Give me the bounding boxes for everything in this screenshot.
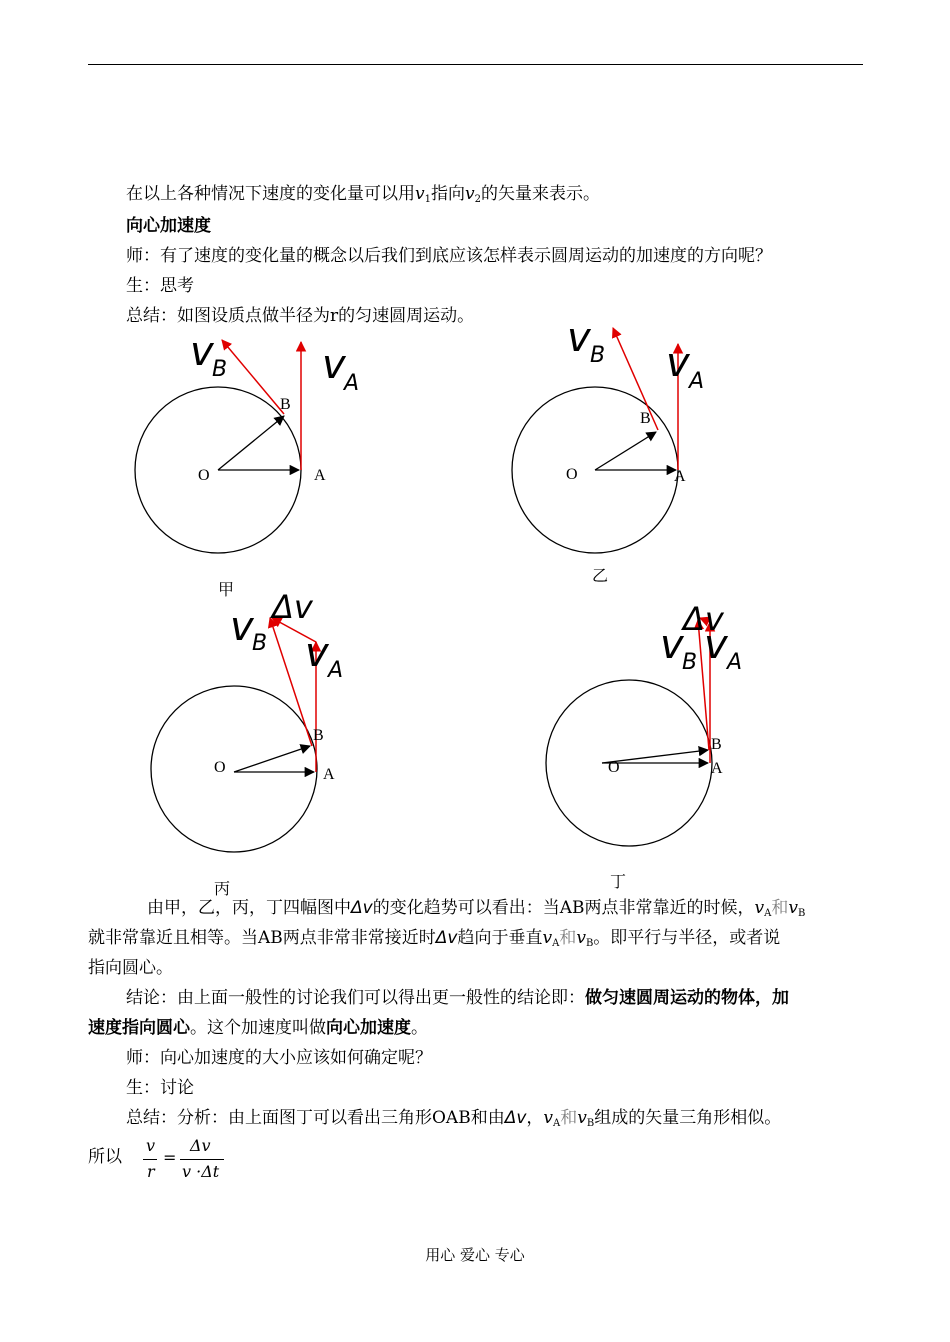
figure-jia: [135, 329, 359, 599]
vA-label-letter: v: [704, 622, 728, 668]
suoyi-label: 所以: [88, 1147, 122, 1167]
vB-label-sub: B: [212, 357, 228, 382]
conclusion-line-1: [126, 986, 789, 1010]
conclusion-bold: 速度指向圆心: [88, 1018, 190, 1038]
text-segment: ，: [526, 1108, 544, 1128]
student-response-2: 生：讨论: [126, 1078, 194, 1098]
label-O: O: [566, 466, 578, 483]
radius-OB: [595, 432, 656, 470]
header-rule: [88, 64, 863, 65]
page-footer: 用心 爱心 专心: [425, 1246, 525, 1264]
vB-symbol: v: [788, 898, 798, 918]
text-segment: 。这个加速度叫做: [190, 1018, 326, 1038]
term-centripetal-acceleration: 向心加速度: [326, 1018, 411, 1038]
delta-v-label: Δv: [272, 588, 313, 626]
label-B: B: [711, 736, 722, 753]
teacher-question-2: 师：向心加速度的大小应该如何确定呢？: [126, 1048, 432, 1068]
vB-label-letter: v: [567, 315, 591, 361]
vB-subscript: B: [586, 1118, 595, 1129]
v1-subscript: 1: [424, 194, 431, 205]
text-segment: 。: [411, 1018, 428, 1038]
vB-symbol: v: [576, 928, 586, 948]
caption-ding: 丁: [610, 874, 627, 891]
text-segment: 和: [560, 1108, 578, 1128]
label-A: A: [323, 766, 335, 783]
formula-den-left: r: [147, 1162, 155, 1181]
vA-subscript: A: [552, 938, 560, 949]
para-trend-line-2: [88, 926, 780, 956]
label-A: A: [314, 467, 326, 484]
text-segment: 由甲，乙，丙，丁四幅图中: [147, 898, 351, 918]
section-heading: 向心加速度: [126, 216, 211, 236]
v1-symbol: v: [415, 184, 425, 204]
vA-subscript: A: [553, 1118, 561, 1129]
formula-equals: =: [163, 1148, 177, 1167]
label-O: O: [198, 467, 210, 484]
vB-label-sub: B: [252, 631, 268, 656]
figure-ding: [546, 600, 742, 891]
v2-symbol: v: [464, 184, 475, 204]
text-segment: 的矢量来表示。: [480, 184, 600, 204]
delta-v-label: Δv: [683, 600, 724, 638]
text-segment: 就非常靠近且相等。当AB两点非常非常接近时: [88, 928, 436, 948]
figure-bing: [151, 588, 343, 898]
vA-subscript: A: [764, 908, 772, 919]
text-segment: 趋向于垂直: [457, 928, 543, 948]
v2-subscript: 2: [474, 194, 481, 205]
vB-label-letter: v: [230, 604, 254, 650]
vector-vB: [222, 340, 284, 414]
caption-jia: 甲: [218, 582, 235, 599]
text-line-velocity-change: [126, 182, 600, 212]
formula-num-right: Δv: [190, 1136, 211, 1155]
label-O: O: [608, 759, 620, 776]
vB-subscript: B: [797, 908, 806, 919]
label-O: O: [214, 759, 226, 776]
conclusion-bold: 做匀速圆周运动的物体，加: [585, 988, 789, 1008]
conclusion-line-2: [88, 1016, 428, 1040]
delta-v-symbol: Δv: [504, 1108, 527, 1128]
delta-v-symbol: Δv: [435, 928, 458, 948]
text-segment: 在以上各种情况下速度的变化量可以用: [126, 184, 415, 204]
text-segment: 和: [771, 898, 789, 918]
para-trend-line-1: [147, 896, 805, 926]
text-segment: 。即平行与半径，或者说: [593, 928, 781, 948]
delta-v-symbol: Δv: [351, 898, 373, 918]
teacher-question-1: 师：有了速度的变化量的概念以后我们到底应该怎样表示圆周运动的加速度的方向呢？: [126, 246, 772, 266]
vector-vB: [613, 328, 658, 430]
para-trend-line-3: 指向圆心。: [88, 958, 173, 978]
circle: [151, 686, 317, 852]
vA-label-letter: v: [666, 340, 690, 386]
vA-symbol: v: [754, 898, 765, 918]
label-B: B: [640, 410, 651, 427]
fraction-bar-right: [180, 1159, 224, 1160]
text-segment: 组成的矢量三角形相似。: [594, 1108, 782, 1128]
vB-subscript: B: [585, 938, 594, 949]
label-B: B: [280, 396, 291, 413]
text-segment: 的变化趋势可以看出：当AB两点非常靠近的时候，: [372, 898, 755, 918]
caption-bing: 丙: [214, 881, 231, 898]
label-A: A: [711, 760, 723, 777]
vA-symbol: v: [543, 1108, 554, 1128]
text-segment: 总结：分析：由上面图丁可以看出三角形OAB和由: [126, 1108, 505, 1128]
formula-den-right: v ·Δt: [182, 1162, 220, 1181]
formula-num-left: v: [146, 1136, 156, 1155]
vA-label-sub: A: [689, 369, 705, 394]
radius-OB: [234, 746, 310, 772]
vA-label-sub: A: [727, 650, 743, 675]
fraction-bar-left: [143, 1159, 157, 1160]
summary-2: [126, 1106, 781, 1136]
vB-label-letter: v: [660, 622, 684, 668]
caption-yi: 乙: [592, 568, 609, 585]
radius-OB: [218, 416, 284, 470]
vB-symbol: v: [577, 1108, 587, 1128]
label-B: B: [313, 727, 324, 744]
student-response-1: 生：思考: [126, 276, 194, 296]
summary-1: 总结：如图设质点做半径为r的匀速圆周运动。: [126, 306, 475, 326]
text-segment: 和: [559, 928, 577, 948]
figure-yi: [512, 315, 704, 585]
vB-label-letter: v: [190, 329, 214, 375]
vA-label-letter: v: [322, 342, 346, 388]
label-A: A: [674, 468, 686, 485]
text-segment: 结论：由上面一般性的讨论我们可以得出更一般性的结论即：: [126, 988, 585, 1008]
vB-label-sub: B: [682, 650, 698, 675]
text-segment: 指向: [430, 184, 465, 204]
vB-label-sub: B: [590, 343, 606, 368]
vA-symbol: v: [542, 928, 553, 948]
vA-label-sub: A: [344, 371, 360, 396]
vA-label-letter: v: [305, 630, 329, 676]
vA-label-sub: A: [328, 658, 344, 683]
